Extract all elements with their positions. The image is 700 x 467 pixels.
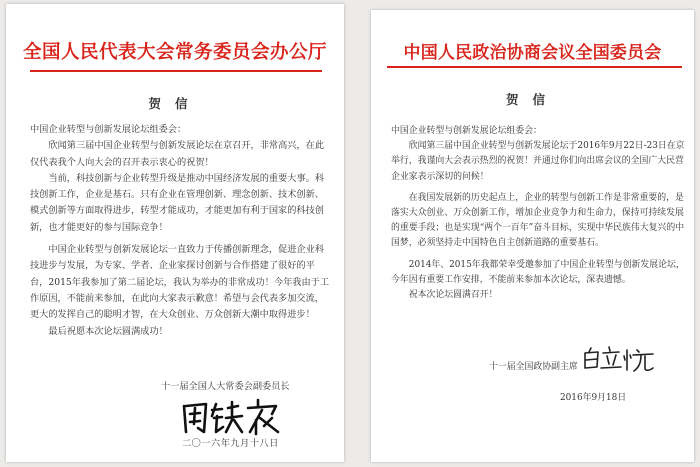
paragraph: 最后祝愿本次论坛圆满成功！ bbox=[48, 325, 168, 337]
letterhead-title: 中国人民政治协商会议全国委员会 bbox=[403, 43, 662, 63]
letterhead-title: 全国人民代表大会常务委员会办公厅 bbox=[22, 42, 327, 63]
paragraph: 祝本次论坛圆满召开！ bbox=[408, 290, 498, 301]
paragraph: 中国企业转型与创新发展论坛一直致力于传播创新理念，促进企业科技进步与发展，为专家、学者、企业家探讨创新与合作搭建了很好的平台，2015年我参加了第二届论坛，我认为举办的非常成功！今年我由于工作原因，不能前来参加，在此向大家表示歉意！希望与会代表多加交流，更大的发挥自己的聪明才智，在大众创业、万众创新大潮中取得进步！ bbox=[30, 244, 330, 321]
letter-npc bbox=[6, 4, 344, 462]
letterhead-rule bbox=[30, 70, 322, 72]
paragraph: 当前，科技创新与企业转型升级是推动中国经济发展的重要大事。科技创新工作，企业是基石。只有企业在管理创新、理念创新、技术创新、模式创新等方面取得进步，转型才能成功，才能更加有利于国家的科技创新，也才能更好的参与国际竞争！ bbox=[30, 172, 325, 233]
signer-title: 十一届全国人大常委会副委员长 bbox=[161, 381, 290, 392]
handwritten-signature bbox=[581, 344, 657, 374]
paragraph: 欣闻第三届中国企业转型与创新发展论坛在京召开，非常高兴，在此仅代表我个人向大会的召开表示衷心的祝贺！ bbox=[30, 140, 325, 168]
letter-cppcc bbox=[371, 10, 694, 462]
letterhead-rule bbox=[387, 66, 682, 68]
letter-title: 贺信 bbox=[505, 92, 559, 107]
paragraph: 在我国发展新的历史起点上，企业的转型与创新工作是非常重要的，是落实大众创业、万众创新工作，增加企业竞争力和生命力，保持可持续发展的重要手段；也是实现“两个一百年”奋斗目标，实现中华民族伟大复兴的中国梦，必须坚持走中国特色自主创新道路的重要基石。 bbox=[391, 192, 685, 249]
signer-title: 十一届全国政协副主席 bbox=[489, 362, 578, 372]
letter-date: 2016年9月18日 bbox=[560, 393, 627, 403]
letter-date: 二〇一六年九月十八日 bbox=[182, 438, 279, 449]
letter-body bbox=[391, 124, 685, 303]
paragraph: 2014年、2015年我都荣幸受邀参加了中国企业转型与创新发展论坛，今年因有重要工作安排，不能前来参加本次论坛，深表遗憾。 bbox=[391, 259, 685, 285]
salutation: 中国企业转型与创新发展论坛组委会： bbox=[30, 124, 187, 135]
handwritten-signature bbox=[176, 394, 288, 438]
paragraph: 欣闻第三届中国企业转型与创新发展论坛于2016年9月22日-23日在京举行，我谨向大会表示热烈的祝贺！并通过你们向出席会议的全国广大民营企业家表示深切的问候！ bbox=[391, 141, 685, 182]
letter-body bbox=[30, 122, 330, 340]
letter-title: 贺信 bbox=[148, 96, 202, 111]
salutation: 中国企业转型与创新发展论坛组委会： bbox=[391, 126, 542, 136]
